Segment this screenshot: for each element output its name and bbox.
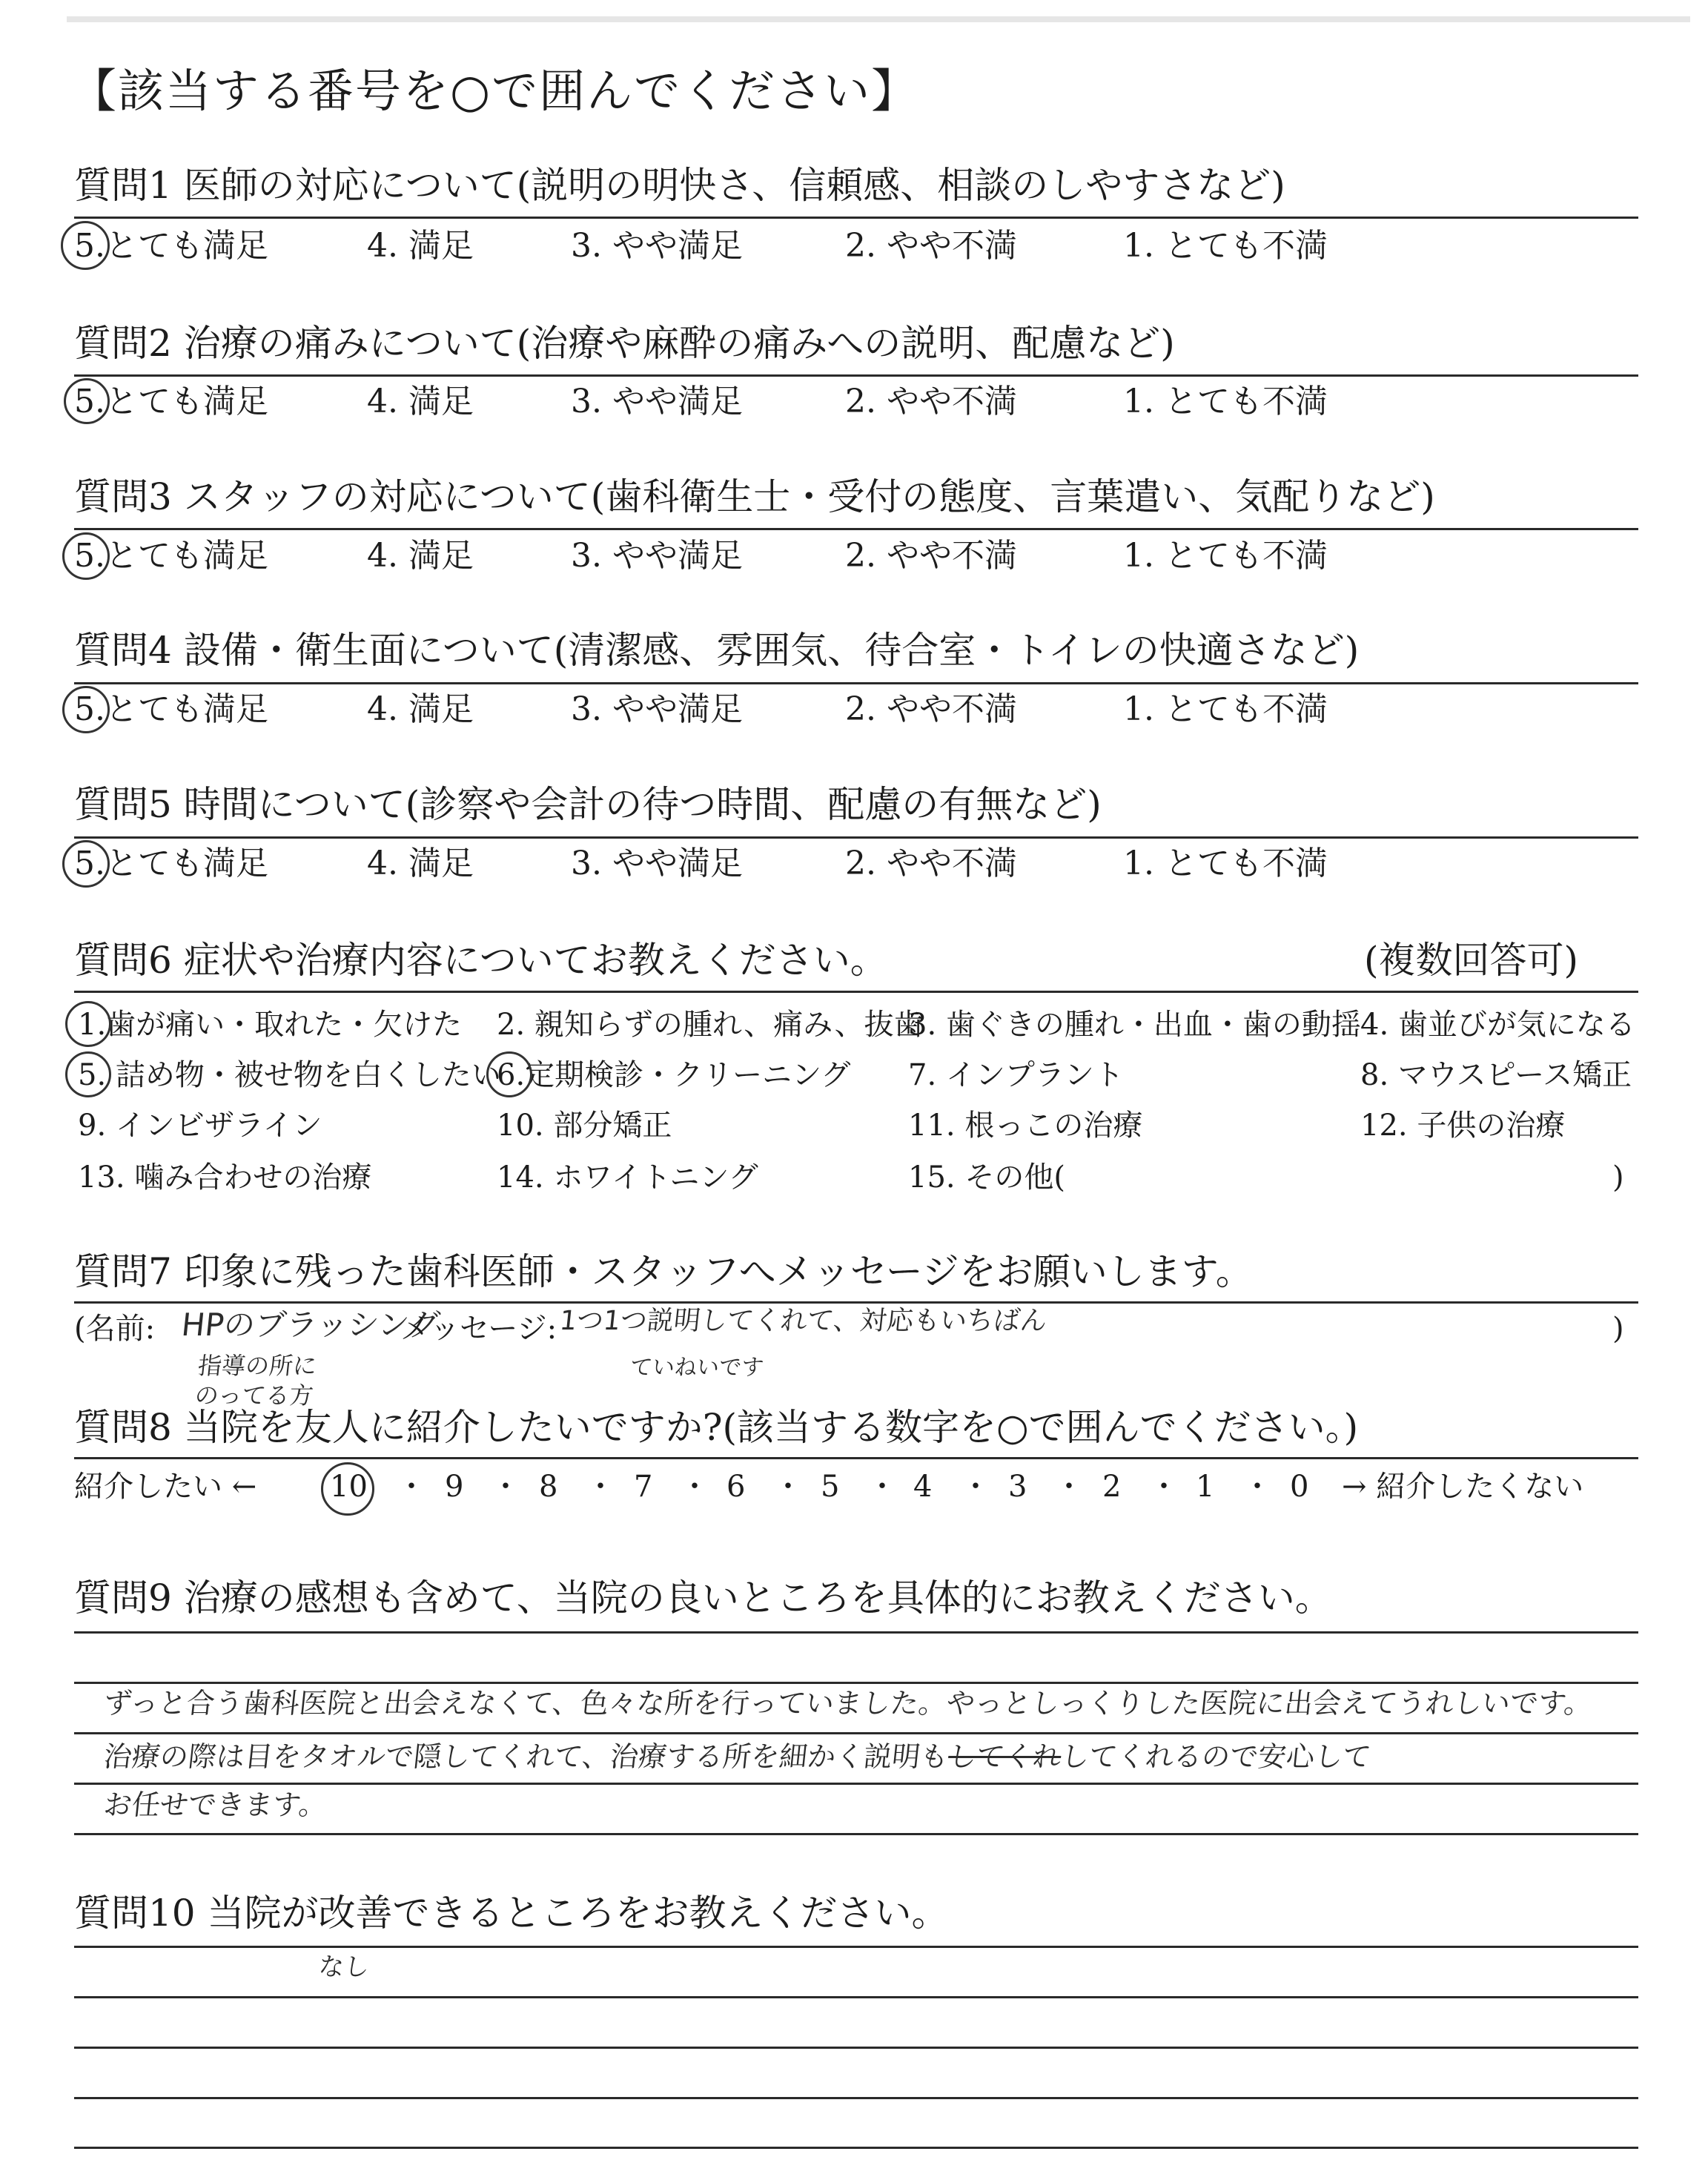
q8-scale-7[interactable]: 7 [634,1470,653,1504]
q4-answer-circle [62,686,110,733]
q8-scale-dot: ・ [1149,1470,1179,1504]
q2-answer-circle [64,378,110,424]
q8-scale-3[interactable]: 3 [1008,1470,1027,1504]
q6-answer-circle-5 [65,1051,111,1097]
q9-answer-line-2b: してくれるので安心して [1059,1740,1373,1773]
q6-note: (複数回答可) [1364,939,1579,982]
q1-option-3[interactable]: 3. やや満足 [571,227,743,265]
q4-option-4[interactable]: 4. 満足 [367,690,474,728]
q6-rule [74,991,1638,993]
q8-scale-1[interactable]: 1 [1196,1470,1215,1504]
q9-answer-line-2-strike: してくれ [946,1740,1063,1773]
q8-scale-4[interactable]: 4 [913,1470,933,1504]
q7-message-cont: ていねいです [629,1355,765,1381]
q9-rule-1 [74,1631,1638,1634]
q7-message-label: メッセージ: [400,1312,557,1346]
q10-answer[interactable]: なし [317,1952,371,1982]
q3-answer-circle [62,532,110,580]
q8-scale-dot: ・ [491,1470,520,1504]
q9-rule-3 [74,1732,1638,1734]
q5-option-5[interactable]: 5.とても満足 [74,845,268,882]
q8-scale-dot: ・ [867,1470,897,1504]
q8-rule [74,1457,1638,1459]
q7-message-value[interactable]: 1つ1つ説明してくれて、対応もいちばん [557,1306,1049,1336]
q9-rule-2 [74,1682,1638,1684]
q9-answer-line-2a: 治療の際は目をタオルで隠してくれて、治療する所を細かく説明も [102,1740,950,1773]
q8-scale-5[interactable]: 5 [821,1470,840,1504]
q1-answer-circle [61,221,110,270]
q6-option-6[interactable]: 6.定期検診・クリーニング [497,1058,851,1092]
q1-title: 質問1 医師の対応について(説明の明快さ、信頼感、相談のしやすさなど) [74,164,1285,207]
q8-title: 質問8 当院を友人に紹介したいですか?(該当する数字を○で囲んでください。) [74,1406,1359,1449]
q6-answer-circle-6 [486,1051,532,1097]
top-border [67,16,1690,22]
q6-title: 質問6 症状や治療内容についてお教えください。 [74,939,887,982]
q7-title: 質問7 印象に残った歯科医師・スタッフへメッセージをお願いします。 [74,1250,1253,1293]
q8-scale-0[interactable]: 0 [1290,1470,1309,1504]
q1-option-2[interactable]: 2. やや不満 [845,227,1017,265]
q3-option-4[interactable]: 4. 満足 [367,537,474,575]
q2-option-2[interactable]: 2. やや不満 [845,383,1017,420]
q8-scale-dot: ・ [1054,1470,1084,1504]
q8-scale-dot: ・ [773,1470,803,1504]
q6-option-13[interactable]: 13. 噛み合わせの治療 [78,1160,372,1195]
q6-option-4[interactable]: 4. 歯並びが気になる [1360,1008,1635,1042]
q3-option-2[interactable]: 2. やや不満 [845,537,1017,575]
q7-name-note: 指導の所に のってる方 [193,1352,319,1410]
q1-option-1[interactable]: 1. とても不満 [1123,227,1328,265]
q2-option-3[interactable]: 3. やや満足 [571,383,743,420]
q4-option-2[interactable]: 2. やや不満 [845,690,1017,728]
q3-title: 質問3 スタッフの対応について(歯科衛生士・受付の態度、言葉遣い、気配りなど) [74,475,1435,518]
q3-option-3[interactable]: 3. やや満足 [571,537,743,575]
q4-option-1[interactable]: 1. とても不満 [1123,690,1328,728]
q9-title: 質問9 治療の感想も含めて、当院の良いところを具体的にお教えください。 [74,1576,1332,1619]
q4-option-5[interactable]: 5.とても満足 [74,690,268,728]
q6-option-12[interactable]: 12. 子供の治療 [1360,1109,1566,1143]
q1-rule [74,217,1638,219]
q2-option-1[interactable]: 1. とても不満 [1123,383,1328,420]
q9-rule-5 [74,1833,1638,1835]
q5-option-4[interactable]: 4. 満足 [367,845,474,882]
q6-option-1[interactable]: 1.歯が痛い・取れた・欠けた [78,1008,463,1042]
q8-scale-2[interactable]: 2 [1102,1470,1122,1504]
q8-scale-dot: ・ [586,1470,615,1504]
q10-rule-1 [74,1946,1638,1948]
q8-scale-dot: ・ [1242,1470,1272,1504]
q8-scale-dot: ・ [961,1470,990,1504]
q5-answer-circle [62,840,110,888]
q10-rule-3 [74,2047,1638,2049]
q1-option-5[interactable]: 5.とても満足 [74,227,268,265]
q6-option-9[interactable]: 9. インビザライン [78,1109,322,1143]
q8-left-label: 紹介したい ← [74,1470,257,1504]
q6-option-7[interactable]: 7. インプラント [908,1058,1124,1092]
q1-option-4[interactable]: 4. 満足 [367,227,474,265]
q8-scale-6[interactable]: 6 [726,1470,746,1504]
q10-title: 質問10 当院が改善できるところをお教えください。 [74,1892,949,1935]
q8-scale-8[interactable]: 8 [539,1470,558,1504]
q9-answer-line-2[interactable] [102,1740,1373,1773]
q4-rule [74,682,1638,684]
q5-option-3[interactable]: 3. やや満足 [571,845,743,882]
page-title: 【該当する番号を○で囲んでください】 [70,64,919,118]
q8-scale-9[interactable]: 9 [445,1470,464,1504]
q8-scale-dot: ・ [680,1470,709,1504]
q4-title: 質問4 設備・衛生面について(清潔感、雰囲気、待合室・トイレの快適さなど) [74,629,1360,672]
q3-option-1[interactable]: 1. とても不満 [1123,537,1328,575]
q5-option-2[interactable]: 2. やや不満 [845,845,1017,882]
q8-scale-10[interactable]: 10 [330,1470,368,1504]
q6-option-8[interactable]: 8. マウスピース矯正 [1360,1058,1632,1092]
q8-right-label: → 紹介したくない [1342,1470,1584,1504]
q9-answer-line-3[interactable]: お任せできます。 [102,1789,329,1821]
q6-option-14[interactable]: 14. ホワイトニング [497,1160,758,1195]
q2-rule [74,374,1638,377]
q6-option-2[interactable]: 2. 親知らずの腫れ、痛み、抜歯 [497,1008,924,1042]
q9-answer-line-1[interactable]: ずっと合う歯科医院と出会えなくて、色々な所を行っていました。やっとしっくりした医院に出会えてうれしいです。 [102,1687,1595,1720]
q6-option-15[interactable]: 15. その他( [908,1160,1065,1195]
q10-rule-2 [74,1996,1638,1998]
q7-name-value[interactable]: HPのブラッシング [179,1307,442,1343]
q3-rule [74,528,1638,530]
q10-rule-4 [74,2097,1638,2099]
q10-rule-5 [74,2147,1638,2149]
q6-option-15-close: ) [1612,1160,1624,1195]
q8-scale-dot: ・ [397,1470,426,1504]
q5-option-1[interactable]: 1. とても不満 [1123,845,1328,882]
q6-option-10[interactable]: 10. 部分矯正 [497,1109,672,1143]
q2-option-5[interactable]: 5.とても満足 [74,383,268,420]
q7-name-prefix: (名前: [74,1312,156,1346]
q7-rule [74,1301,1638,1304]
q2-option-4[interactable]: 4. 満足 [367,383,474,420]
q6-option-5[interactable]: 5. 詰め物・被せ物を白くしたい [78,1058,501,1092]
q9-rule-4 [74,1783,1638,1785]
q8-answer-circle [321,1462,374,1516]
q6-answer-circle-1 [65,1001,111,1047]
q7-close: ) [1612,1312,1624,1346]
q6-option-11[interactable]: 11. 根っこの治療 [908,1109,1143,1143]
q4-option-3[interactable]: 3. やや満足 [571,690,743,728]
q2-title: 質問2 治療の痛みについて(治療や麻酔の痛みへの説明、配慮など) [74,322,1175,365]
q6-option-3[interactable]: 3. 歯ぐきの腫れ・出血・歯の動揺 [908,1008,1361,1042]
q3-option-5[interactable]: 5.とても満足 [74,537,268,575]
q5-title: 質問5 時間について(診察や会計の待つ時間、配慮の有無など) [74,783,1102,826]
q5-rule [74,836,1638,839]
